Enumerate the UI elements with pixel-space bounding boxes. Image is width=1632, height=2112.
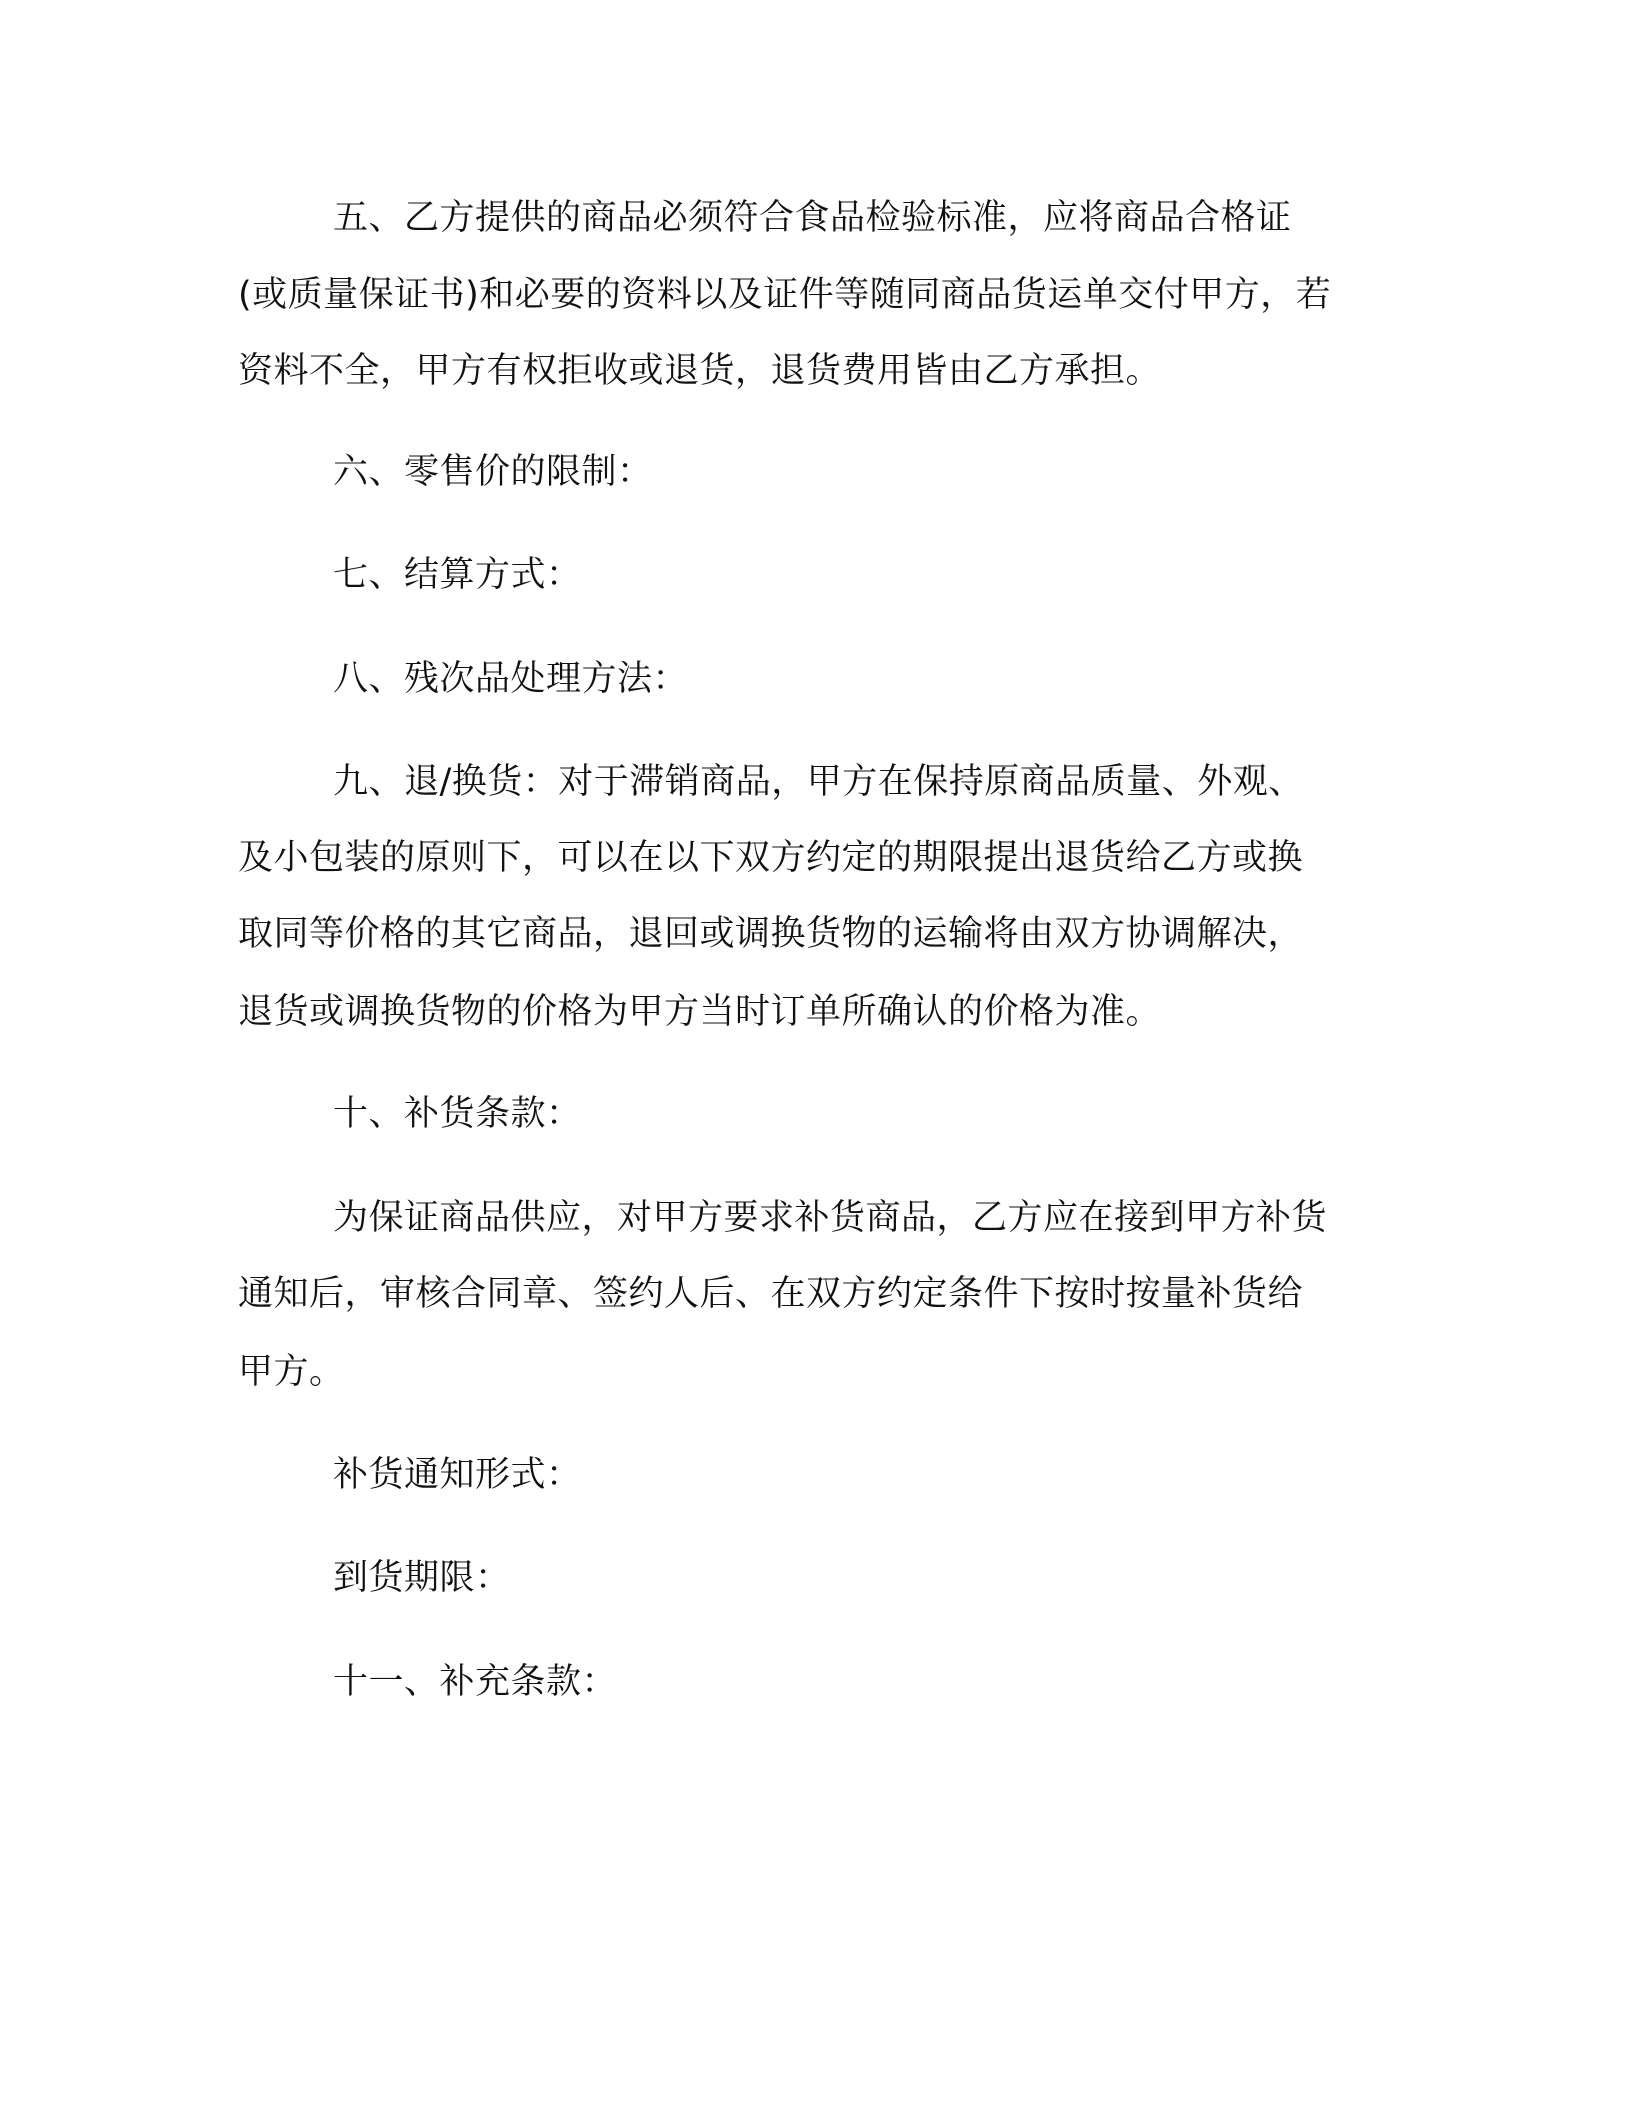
clause-10-heading: 十、补货条款： [333, 1094, 582, 1134]
restock-paragraph-line-3: 甲方。 [238, 1352, 345, 1392]
restock-paragraph-line-1: 为保证商品供应，对甲方要求补货商品，乙方应在接到甲方补货 [333, 1198, 1328, 1238]
clause-9-line-2: 及小包装的原则下，可以在以下双方约定的期限提出退货给乙方或换 [238, 838, 1304, 878]
clause-11-heading: 十一、补充条款： [333, 1662, 618, 1702]
clause-8-heading: 八、残次品处理方法： [333, 659, 689, 699]
restock-paragraph-line-2: 通知后，审核合同章、签约人后、在双方约定条件下按时按量补货给 [238, 1274, 1304, 1314]
clause-7-heading: 七、结算方式： [333, 555, 582, 595]
restock-notice-form-label: 补货通知形式： [333, 1455, 582, 1495]
clause-5-line-2: (或质量保证书)和必要的资料以及证件等随同商品货运单交付甲方，若 [238, 275, 1332, 315]
clause-9-line-3: 取同等价格的其它商品，退回或调换货物的运输将由双方协调解决， [238, 914, 1304, 954]
clause-5-line-1: 五、乙方提供的商品必须符合食品检验标准，应将商品合格证 [333, 198, 1292, 238]
clause-5-line-3: 资料不全，甲方有权拒收或退货，退货费用皆由乙方承担。 [238, 351, 1162, 391]
clause-9-line-1: 九、退/换货：对于滞销商品，甲方在保持原商品质量、外观、 [333, 762, 1304, 802]
clause-6-heading: 六、零售价的限制： [333, 452, 653, 492]
clause-9-line-4: 退货或调换货物的价格为甲方当时订单所确认的价格为准。 [238, 992, 1162, 1032]
delivery-deadline-label: 到货期限： [333, 1558, 511, 1598]
